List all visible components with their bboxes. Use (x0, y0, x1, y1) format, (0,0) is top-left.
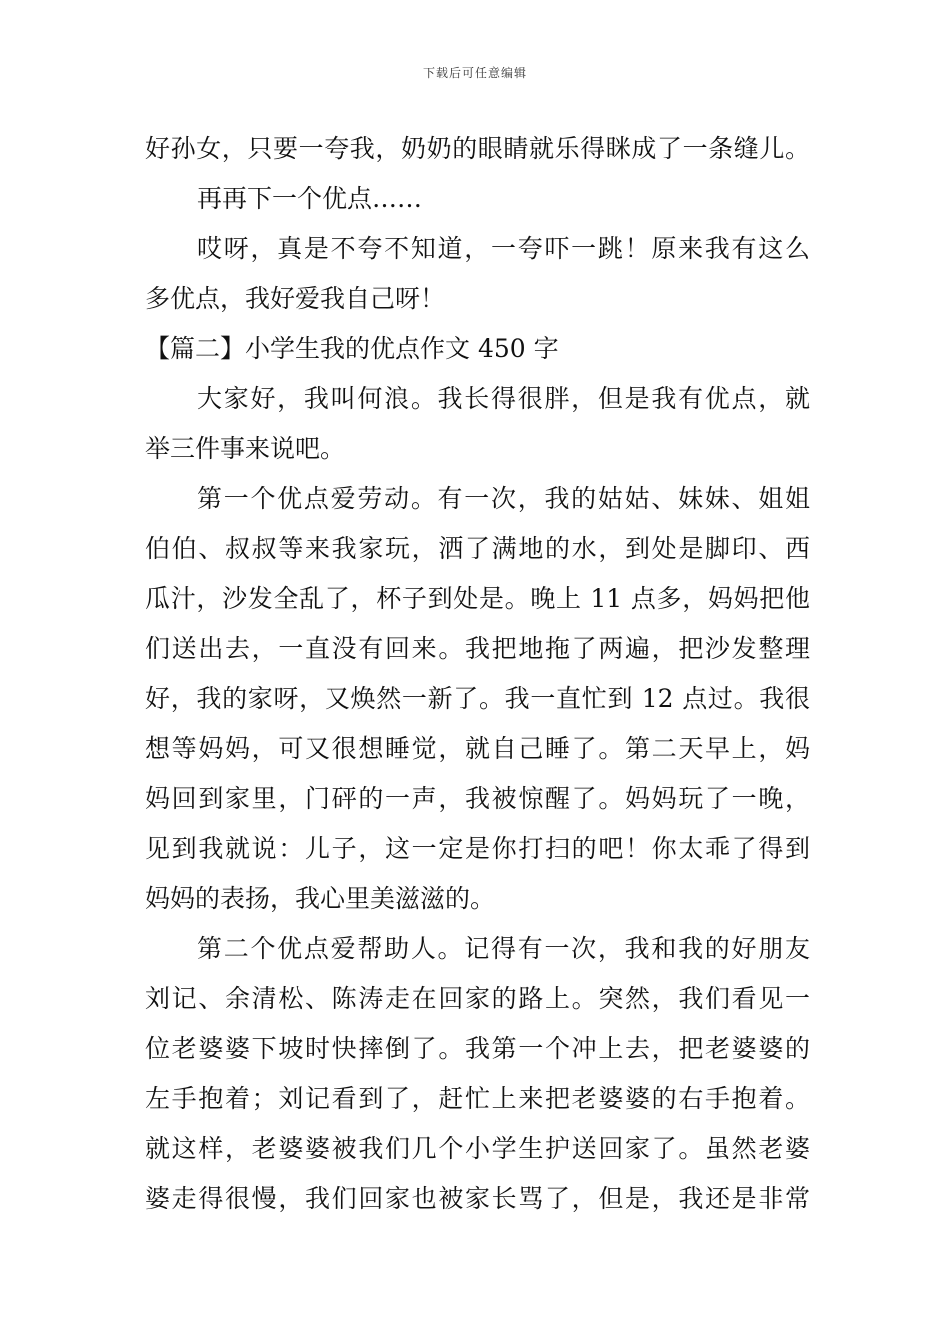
page-header: 下载后可任意编辑 (422, 66, 527, 80)
text-line: 妈回到家里，门砰的一声，我被惊醒了。妈妈玩了一晚， (145, 784, 810, 813)
text-line: 想等妈妈，可又很想睡觉，就自己睡了。第二天早上，妈 (145, 734, 810, 763)
text-line: 举三件事来说吧。 (145, 434, 346, 463)
text-line: 第一个优点爱劳动。有一次，我的姑姑、妹妹、姐姐 (197, 484, 810, 513)
text-line: 见到我就说：儿子，这一定是你打扫的吧！你太乖了得到 (145, 834, 810, 863)
text-line: 伯伯、叔叔等来我家玩，洒了满地的水，到处是脚印、西 (145, 534, 810, 563)
text-line: 们送出去，一直没有回来。我把地拖了两遍，把沙发整理 (145, 634, 810, 663)
text-line: 哎呀，真是不夸不知道，一夸吓一跳！原来我有这么 (197, 234, 810, 263)
text-line: 好，我的家呀，又焕然一新了。我一直忙到 12 点过。我很 (145, 684, 810, 713)
text-line: 妈妈的表扬，我心里美滋滋的。 (145, 884, 496, 913)
section-heading: 【篇二】小学生我的优点作文 450 字 (145, 334, 559, 363)
text-line: 瓜汁，沙发全乱了，杯子到处是。晚上 11 点多，妈妈把他 (145, 584, 810, 613)
text-line: 多优点，我好爱我自己呀！ (145, 284, 446, 313)
text-line: 再再下一个优点…… (197, 184, 423, 213)
text-line: 婆走得很慢，我们回家也被家长骂了，但是，我还是非常 (145, 1184, 810, 1213)
text-line: 位老婆婆下坡时快摔倒了。我第一个冲上去，把老婆婆的 (145, 1034, 810, 1063)
document-body (145, 124, 810, 1224)
text-line: 左手抱着；刘记看到了，赶忙上来把老婆婆的右手抱着。 (145, 1084, 810, 1113)
text-line: 刘记、余清松、陈涛走在回家的路上。突然，我们看见一 (145, 984, 810, 1013)
text-line: 第二个优点爱帮助人。记得有一次，我和我的好朋友 (197, 934, 810, 963)
text-line: 好孙女，只要一夸我，奶奶的眼睛就乐得眯成了一条缝儿。 (145, 134, 810, 163)
text-line: 大家好，我叫何浪。我长得很胖，但是我有优点，就 (197, 384, 810, 413)
text-line: 就这样，老婆婆被我们几个小学生护送回家了。虽然老婆 (145, 1134, 810, 1163)
